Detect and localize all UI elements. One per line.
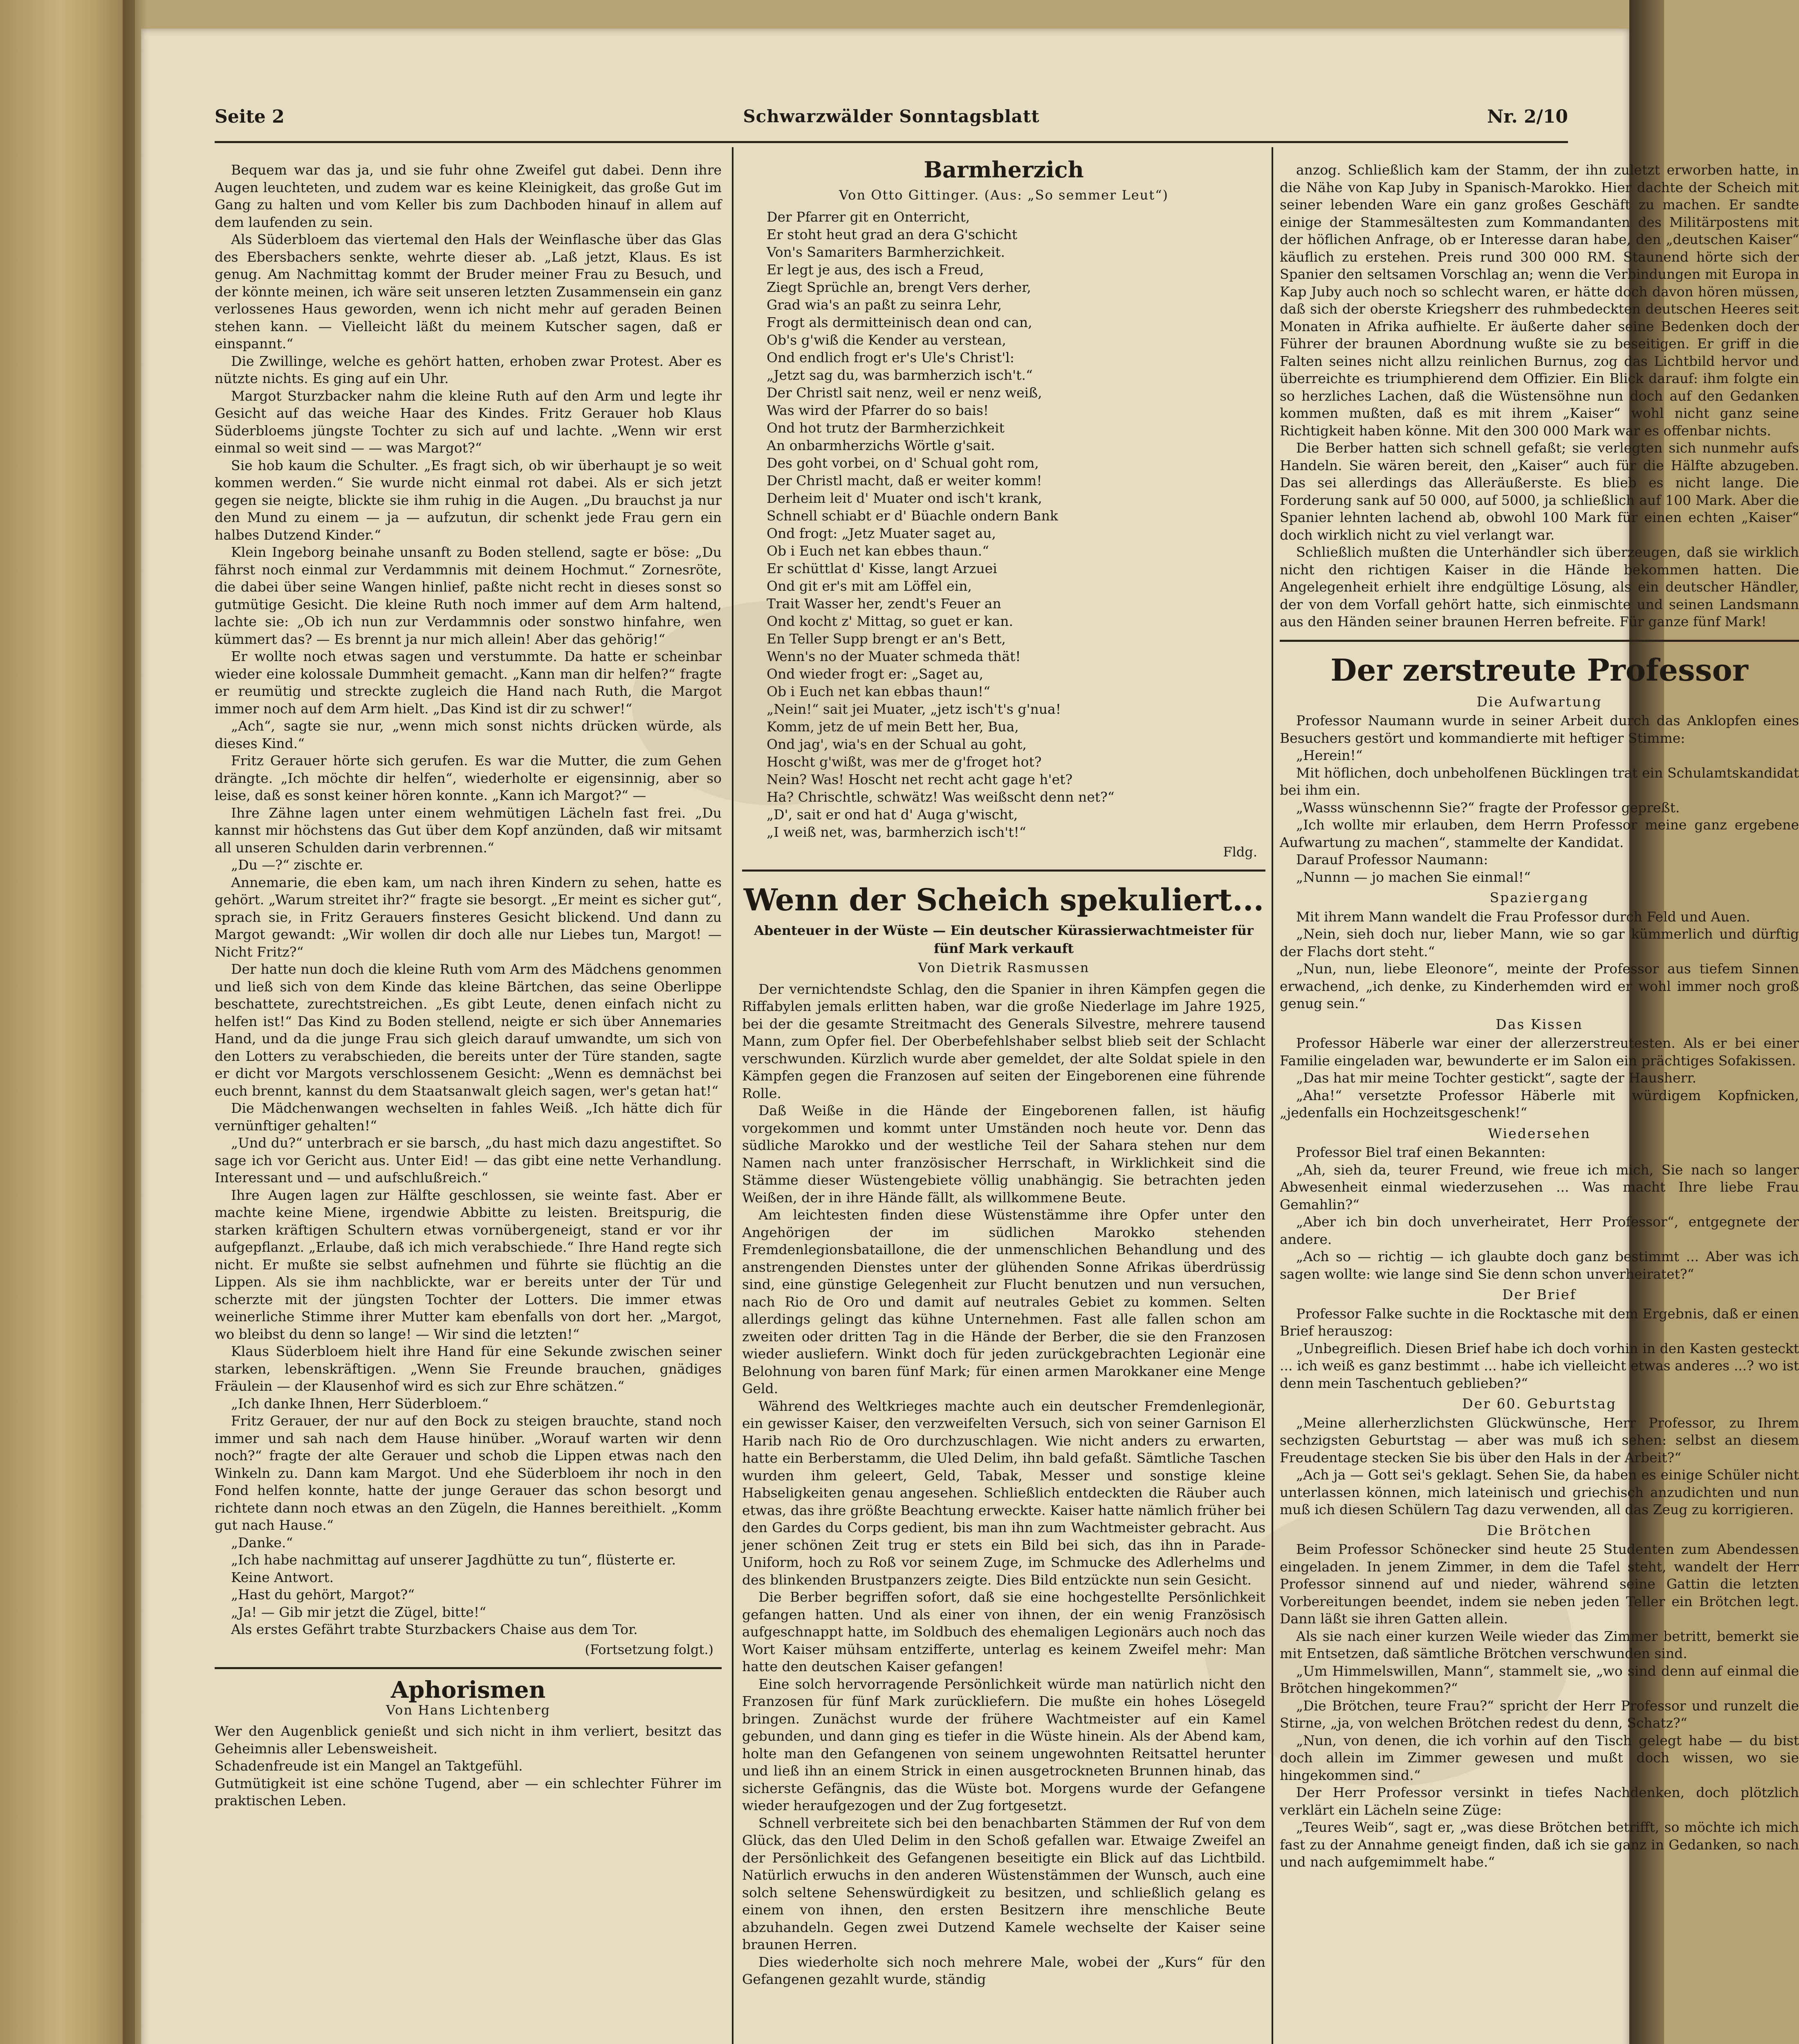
anecdote-heading: Wiedersehen xyxy=(1488,1125,1591,1141)
column-rule xyxy=(732,147,734,2044)
story-paragraph: Ihre Zähne lagen unter einem wehmütigen Lächeln fast frei. „Du kannst mir höchstens das Gut über dem Kopf anzünden, daß wir mitsamt all unseren Schulden darin verbrennen.“ xyxy=(215,805,722,856)
anecdote-paragraph: „Ich wollte mir erlauben, dem Herrn Professor meine ganz ergebene Aufwartung zu machen“, stammelte der Kandidat. xyxy=(1280,817,1799,850)
story-paragraph: „Ich danke Ihnen, Herr Süderbloem.“ xyxy=(231,1395,489,1412)
anecdote-paragraph: „Ach ja — Gott sei's geklagt. Sehen Sie, da haben es einige Schüler nicht unterlassen können, mich lateinisch und griechisch anzudichten und nun muß ich diesen Schülern Tag dazu verwenden, all das Zeug zu korrigieren. xyxy=(1280,1467,1799,1517)
poem-line: Ond git er's mit am Löffel ein, xyxy=(767,578,972,594)
article-paragraph: Schließlich mußten die Unterhändler sich überzeugen, daß sie wirklich nicht den richtigen Kaiser in die Hände bekommen hatten. Die Angelegenheit erhielt ihre endgültige Lösung, als ein deutscher Händler, der von dem Vorfall gehört hatte, sich einmischte und seinen Landsmann aus den Händen seiner braunen Herren befreite. Für ganze fünf Mark! xyxy=(1280,544,1799,630)
poem-line: Hoscht g'wißt, was mer de g'froget hot? xyxy=(767,753,1042,770)
story-paragraph: Als erstes Gefährt trabte Sturzbackers Chaise aus dem Tor. xyxy=(231,1621,638,1637)
newspaper-page xyxy=(141,29,1799,2044)
story-paragraph: Ihre Augen lagen zur Hälfte geschlossen, sie weinte fast. Aber er machte keine Miene, irgendwie Abbitte zu leisten. Breitspurig, die starken kräftigen Schultern etwas vornübergeneigt, stand er vor ihr aufgepflanzt. „Erlaube, daß ich mich verabschiede.“ Ihre Hand regte sich nicht. Er mußte sie selbst aufnehmen und führte sie flüchtig an die Lippen. Als sie ihm nachblickte, war er bereits unter der Tür und scherzte mit der jüngsten Tochter der Lotters. Die immer etwas weinerliche Stimme ihrer Mutter kam ebenfalls von dort her. „Margot, wo bleibst du denn so lange! — Wir sind die letzten!“ xyxy=(215,1187,722,1342)
poem-line: Von's Samariters Barmherzichkeit. xyxy=(767,244,1005,260)
story-paragraph: „Und du?“ unterbrach er sie barsch, „du hast mich dazu angestiftet. So sage ich vor Gericht aus. Unter Eid! — das gibt eine nette Verhandlung. Interessant und — und aufschlußreich.“ xyxy=(215,1135,722,1186)
story-paragraph: Bequem war das ja, und sie fuhr ohne Zweifel gut dabei. Denn ihre Augen leuchteten, und zudem war es keine Kleinigkeit, das große Gut im Gang zu halten und vom Keller bis zum Dachboden hinauf in allem auf dem laufenden zu sein. xyxy=(215,162,722,230)
anecdote-paragraph: „Meine allerherzlichsten Glückwünsche, Herr Professor, zu Ihrem sechzigsten Geburtstag — aber was muß ich sehen: selbst an diesem Freudentage stecken Sie bis über den Hals in der Arbeit?“ xyxy=(1280,1414,1799,1466)
story-paragraph: „Ich habe nachmittag auf unserer Jagdhütte zu tun“, flüsterte er. xyxy=(231,1552,676,1568)
poem-line: Grad wia's an paßt zu seinra Lehr, xyxy=(767,296,1002,313)
anecdote-heading: Spaziergang xyxy=(1489,890,1589,905)
poem-line: Der Christl macht, daß er weiter komm! xyxy=(767,472,1042,489)
poem-line: Der Pfarrer git en Onterricht, xyxy=(767,208,970,225)
article-paragraph: Während des Weltkrieges machte auch ein deutscher Fremdenlegionär, ein gewisser Kaiser, den verzweifelten Versuch, sich von seiner Garnison El Harib nach Rio de Oro durchzuschlagen. Wie nicht anders zu erwarten, hatte ein Berberstamm, die Uled Delim, ihn bald gefaßt. Sämtliche Taschen wurden ihm geleert, Geld, Tabak, Messer und sonstige kleine Habseligkeiten genau angesehen. Schließlich entdeckten die Räuber auch etwas, das ihre größte Beachtung erweckte. Kaiser hatte nämlich früher bei den Gardes du Corps gedient, bis man ihn zum Wachtmeister gebracht. Aus jener schönen Zeit trug er stets ein Bild bei sich, das ihn in Parade-Uniform, hoch zu Roß vor seinem Zuge, im Schmucke des Adlerhelms und des blinkenden Brustpanzers zeigte. Dies Bild entzückte nun sein Gesicht. xyxy=(742,1398,1265,1588)
poem-line: Er stoht heut grad an dera G'schicht xyxy=(767,226,1018,242)
poem-line: Ond jag', wia's en der Schual au goht, xyxy=(767,736,1027,752)
anecdote-paragraph: „Aha!“ versetzte Professor Häberle mit würdigem Kopfnicken, „jedenfalls ein Hochzeitsgeschenk!“ xyxy=(1280,1087,1799,1121)
anecdote-paragraph: „Ah, sieh da, teurer Freund, wie freue ich mich, Sie nach so langer Abwesenheit einmal wiederzusehen ... Was macht Ihre liebe Frau Gemahlin?“ xyxy=(1280,1161,1799,1213)
article-continuation xyxy=(1280,161,1799,631)
anecdote-paragraph: Professor Biel traf einen Bekannten: xyxy=(1296,1144,1546,1160)
article-paragraph: Schnell verbreitete sich bei den benachbarten Stämmen der Ruf von dem Glück, das den Uled Delim in den Schoß gefallen war. Etwaige Zweifel an der Persönlichkeit des Gefangenen beseitigte ein Blick auf das Lichtbild. Natürlich erwuchs in den anderen Wüstenstämmen der Wunsch, auch eine solch seltene Sehenswürdigkeit zu besitzen, und schließlich gelang es einem von ihnen, den ersten Besitzern ihre menschliche Beute abzuhandeln. Gegen zwei Dutzend Kamele wechselte der Kaiser seine braunen Herren. xyxy=(742,1815,1265,1952)
story-paragraph: Die Zwillinge, welche es gehört hatten, erhoben zwar Protest. Aber es nützte nichts. Es ging auf ein Uhr. xyxy=(215,353,722,386)
issue-number: Nr. 2/10 xyxy=(1487,106,1568,127)
poem-line: Ob i Euch net kan ebbes thaun.“ xyxy=(767,542,989,559)
poem-line: „D', sait er ond hat d' Auga g'wischt, xyxy=(767,806,1018,823)
professor-title: Der zerstreute Professor xyxy=(1330,652,1748,688)
poem-line: Ziegt Sprüchle an, brengt Vers derher, xyxy=(767,279,1031,295)
article-paragraph: Der vernichtendste Schlag, den die Spanier in ihren Kämpfen gegen die Riffabylen jemals erlitten haben, war die große Niederlage im Jahre 1925, bei der die gesamte Streitmacht des Generals Silvestre, mehrere tausend Mann, zum Opfer fiel. Der Oberbefehlshaber selbst blieb seit der Schlacht verschwunden. Kürzlich wurde aber gemeldet, der alte Soldat spiele in den Kämpfen gegen die Franzosen auf seiten der Eingeborenen eine führende Rolle. xyxy=(742,981,1265,1101)
anecdote-paragraph: Beim Professor Schönecker sind heute 25 Studenten zum Abendessen eingeladen. In jenem Zimmer, in dem die Tafel steht, wandelt der Herr Professor sinnend auf und nieder, während seine Gattin die letzten Vorbereitungen beendet, indem sie neben jeden Teller ein Brötchen legt. Dann läßt sie ihren Gatten allein. xyxy=(1280,1541,1799,1627)
poem-line: Ond endlich frogt er's Ule's Christ'l: xyxy=(767,349,1014,365)
anecdote-paragraph: „Teures Weib“, sagt er, „was diese Brötchen betrifft, so möchte ich mich fast zu der Annahme geneigt finden, daß ich sie ganz in Gedanken, so nach und nach aufgemimmelt habe.“ xyxy=(1280,1819,1799,1870)
story-paragraph: Annemarie, die eben kam, um nach ihren Kindern zu sehen, hatte es gehört. „Warum streitet ihr?“ fragte sie besorgt. „Er meint es sicher gut“, sprach sie, in Fritz Gerauers finsteres Gesicht blickend. Und dann zu Margot gewandt: „Wir wollen dir doch alle nur Liebes tun, Margot! — Nicht Fritz?“ xyxy=(215,874,722,960)
poem-line: Schnell schiabt er d' Büachle ondern Bank xyxy=(767,507,1058,524)
book-binding xyxy=(0,0,135,2044)
poem-line: Ob i Euch net kan ebbas thaun!“ xyxy=(767,683,990,699)
anecdote-paragraph: „Nun, von denen, die ich vorhin auf den Tisch gelegt habe — du bist doch allein im Zimmer gewesen und mußt doch wissen, wo sie hingekommen sind.“ xyxy=(1280,1732,1799,1783)
anecdote-paragraph: „Das hat mir meine Tochter gestickt“, sagte der Hausherr. xyxy=(1296,1070,1696,1086)
aphorism: Wer den Augenblick genießt und sich nicht in ihm verliert, besitzt das Geheimnis aller Lebensweisheit. xyxy=(215,1723,722,1757)
article-paragraph: Die Berber begriffen sofort, daß sie eine hochgestellte Persönlichkeit gefangen hatten. Und als einer von ihnen, der ein wenig Französisch aufgeschnappt hatte, im Soldbuch des ehemaligen Legionärs auch noch das Wort Kaiser mühsam entzifferte, unterlag es keinem Zweifel mehr: Man hatte den deutschen Kaiser gefangen! xyxy=(742,1589,1265,1674)
column-rule xyxy=(1272,147,1273,2044)
story-paragraph: „Ach“, sagte sie nur, „wenn mich sonst nichts drücken würde, als dieses Kind.“ xyxy=(215,718,722,751)
column-2 xyxy=(742,151,1265,1988)
article-paragraph: Daß Weiße in die Hände der Eingeborenen fallen, ist häufig vorgekommen und kommt unter Umständen noch heute vor. Denn das südliche Marokko und der westliche Teil der Sahara stehen nur dem Namen nach unter französischer Herrschaft, in Wirklichkeit sind die Stämme dieser Wüstengebiete völlig unabhängig. Sie betrachten jeden Weißen, der in ihre Hände fällt, als willkommene Beute. xyxy=(742,1103,1265,1206)
anecdote-paragraph: Mit höflichen, doch unbeholfenen Bücklingen trat ein Schulamtskandidat bei ihm ein. xyxy=(1280,764,1799,798)
article-subtitle: Abenteuer in der Wüste — Ein deutscher Kürassierwachtmeister für fünf Mark verkauft xyxy=(754,923,1254,956)
article-paragraph: Eine solch hervorragende Persönlichkeit würde man natürlich nicht den Franzosen für fünf Mark zurückliefern. Die mußte ein hohes Lösegeld bringen. Zunächst wurde der frühere Wachtmeister auf ein Kamel gebunden, und dann ging es tiefer in die Wüste hinein. Als der Abend kam, holte man den Gefangenen von seinem ungewohnten Reitsattel herunter und ließ ihn an einem Strick in einen ausgetrockneten Brunnen hinab, das sicherste Gefängnis, das die Wüste bot. Morgens wurde der Gefangene wieder heraufgezogen und der Zug fortgesetzt. xyxy=(742,1676,1265,1813)
column-3 xyxy=(1280,161,1799,1871)
page-header xyxy=(215,102,1568,139)
section-divider xyxy=(215,1667,722,1669)
anecdote-paragraph: Professor Naumann wurde in seiner Arbeit durch das Anklopfen eines Besuchers gestört und kommandierte mit heftiger Stimme: xyxy=(1280,713,1799,746)
anecdote-paragraph: Als sie nach einer kurzen Weile wieder das Zimmer betritt, bemerkt sie mit Entsetzen, daß sämtliche Brötchen verschwunden sind. xyxy=(1280,1628,1799,1661)
anecdote-heading: Der Brief xyxy=(1502,1286,1577,1302)
anecdote-paragraph: Der Herr Professor versinkt in tiefes Nachdenken, doch plötzlich verklärt ein Lächeln seine Züge: xyxy=(1280,1784,1799,1818)
story-paragraph: „Hast du gehört, Margot?“ xyxy=(231,1587,415,1602)
poem-line: Was wird der Pfarrer do so bais! xyxy=(767,402,989,418)
poem-line: Ob's g'wiß die Kender au verstean, xyxy=(767,332,1006,348)
story-paragraph: „Danke.“ xyxy=(231,1534,293,1551)
story-paragraph: Keine Antwort. xyxy=(231,1569,334,1585)
professor-anecdotes xyxy=(1280,693,1799,1871)
section-divider xyxy=(742,870,1265,872)
anecdote-paragraph: „Nein, sieh doch nur, lieber Mann, wie so gar kümmerlich und dürftig der Flachs dort steht.“ xyxy=(1280,926,1799,959)
story-paragraph: Klaus Süderbloem hielt ihre Hand für eine Sekunde zwischen seiner starken, lebenskräftigen. „Wenn Sie Freunde brauchen, gnädiges Fräulein — der Klausenhof wird es sich zur Ehre schätzen.“ xyxy=(215,1343,722,1394)
article-paragraph: Dies wiederholte sich noch mehrere Male, wobei der „Kurs“ für den Gefangenen gezahlt wurde, ständig xyxy=(742,1954,1265,1987)
aphorisms-list xyxy=(215,1723,722,1810)
poem-byline: Von Otto Gittinger. (Aus: „So semmer Leut“) xyxy=(839,187,1169,203)
anecdote-paragraph: „Nunnn — jo machen Sie einmal!“ xyxy=(1296,869,1531,885)
aphorisms-title: Aphorismen xyxy=(390,1676,546,1703)
article-body xyxy=(742,981,1265,1988)
anecdote-paragraph: Mit ihrem Mann wandelt die Frau Professor durch Feld und Auen. xyxy=(1296,908,1750,925)
anecdote-paragraph: „Nun, nun, liebe Eleonore“, meinte der Professor aus tiefem Sinnen erwachend, „ich denke, zu Kinderhemden wird er wohl immer noch groß genug sein.“ xyxy=(1280,961,1799,1011)
anecdote-paragraph: „Ach so — richtig — ich glaubte doch ganz bestimmt ... Aber was ich sagen wollte: wie lange sind Sie denn schon unverheiratet?“ xyxy=(1280,1248,1799,1282)
poem-title: Barmherzich xyxy=(924,157,1084,183)
anecdote-paragraph: „Wasss wünschennn Sie?“ fragte der Professor gepreßt. xyxy=(1296,799,1680,816)
story-paragraph: Klein Ingeborg beinahe unsanft zu Boden stellend, sagte er böse: „Du fährst noch einmal zur Verdammnis mit deinem Hochmut.“ Zornesröte, die dabei über seine Wangen hinlief, paßte nicht recht in dieses sonst so gutmütige Gesicht. Die kleine Ruth noch immer auf dem Arm haltend, lachte sie: „Ob ich nun zur Verdammnis oder sonstwo hinfahre, wen kümmert das? — Es brennt ja nur mich allein! Aber das gehörig!“ xyxy=(215,544,722,647)
header-rule xyxy=(215,141,1568,143)
aphorism: Schadenfreude ist ein Mangel an Taktgefühl. xyxy=(215,1758,523,1774)
poem-line: Frogt als dermitteinisch dean ond can, xyxy=(767,314,1032,330)
anecdote-heading: Der 60. Geburtstag xyxy=(1462,1396,1617,1412)
story-paragraph: Sie hob kaum die Schulter. „Es fragt sich, ob wir überhaupt je so weit kommen werden.“ Sie wurde nicht einmal rot dabei. Als er sich jetzt gegen sie neigte, blickte sie ihm ruhig in die Augen. „Du brauchst ja nur den Mund zu einem — ja — aufzutun, dir schenkt jede Frau gern ein halbes Dutzend Kinder.“ xyxy=(215,457,722,543)
anecdote-paragraph: Darauf Professor Naumann: xyxy=(1296,852,1488,867)
article-paragraph: Am leichtesten finden diese Wüstenstämme ihre Opfer unter den Angehörigen der im südlichen Marokko stehenden Fremdenlegionsbataillone, die der unmenschlichen Behandlung und des anstrengenden Dienstes unter der glühenden Sonne Afrikas überdrüssig sind, eine günstige Gelegenheit zur Flucht benutzen und nun versuchen, nach Rio de Oro und damit auf neutrales Gebiet zu kommen. Selten allerdings gelingt das kühne Unternehmen. Fast alle fallen schon am zweiten oder dritten Tag in die Hände der Berber, die sie den Franzosen wieder ausliefern. Winkt doch für jeden zurückgebrachten Legionär eine Belohnung von baren fünf Mark; für einen armen Marokkaner eine Menge Geld. xyxy=(742,1207,1265,1396)
anecdote-paragraph: „Herein!“ xyxy=(1296,747,1363,763)
poem-line: „Nein!“ sait jei Muater, „jetz isch't's g'nua! xyxy=(767,701,1061,717)
poem-line: Ond hot trutz der Barmherzichkeit xyxy=(767,419,1005,436)
poem-line: Ha? Chrischtle, schwätz! Was weißscht denn net?“ xyxy=(767,789,1115,805)
poem-line: Er schüttlat d' Kisse, langt Arzuei xyxy=(767,560,997,576)
story-paragraph: „Du —?“ zischte er. xyxy=(231,857,363,873)
poem-line: Wenn's no der Muater schmeda thät! xyxy=(767,648,1021,664)
poem-line: Komm, jetz de uf mein Bett her, Bua, xyxy=(767,718,1019,735)
anecdote-heading: Die Brötchen xyxy=(1487,1522,1592,1538)
anecdote-paragraph: „Aber ich bin doch unverheiratet, Herr Professor“, entgegnete der andere. xyxy=(1280,1214,1799,1247)
section-divider xyxy=(1280,640,1799,642)
poem-line: „I weiß net, was, barmherzich isch't!“ xyxy=(767,824,1026,840)
article-paragraph: Die Berber hatten sich schnell gefaßt; sie verlegten sich nunmehr aufs Handeln. Sie wären bereit, den „Kaiser“ auch für die Hälfte abzugeben. Das sei allerdings das Alleräußerste. Es blieb es nicht lange. Die Forderung sank auf 50 000, auf 5000, ja schließlich auf 100 Mark. Aber die Spanier lehnten lachend ab, obwohl 100 Mark für einen echten „Kaiser“ doch wirklich nicht zu viel verlangt war. xyxy=(1280,440,1799,543)
masthead: Schwarzwälder Sonntagsblatt xyxy=(743,106,1040,126)
poem-line: Derheim leit d' Muater ond isch't krank, xyxy=(767,490,1042,506)
page-number: Seite 2 xyxy=(215,106,285,127)
aphorism: Gutmütigkeit ist eine schöne Tugend, aber — ein schlechter Führer im praktischen Leben. xyxy=(215,1775,722,1809)
poem-line: Er legt je aus, des isch a Freud, xyxy=(767,261,984,278)
anecdote-paragraph: „Um Himmelswillen, Mann“, stammelt sie, „wo sind denn auf einmal die Brötchen hingekommen?“ xyxy=(1280,1663,1799,1696)
continued-note: (Fortsetzung folgt.) xyxy=(585,1641,713,1657)
poem-line: Ond wieder frogt er: „Saget au, xyxy=(767,666,984,682)
poem-line: Nein? Was! Hoscht net recht acht gage h'et? xyxy=(767,771,1073,787)
column-1 xyxy=(215,161,722,1810)
poem-signature: Fldg. xyxy=(1223,844,1257,860)
anecdote-paragraph: Professor Falke suchte in die Rocktasche mit dem Ergebnis, daß er einen Brief herauszog: xyxy=(1280,1305,1799,1339)
poem-line: En Teller Supp brengt er an's Bett, xyxy=(767,630,1006,647)
story-paragraph: Die Mädchenwangen wechselten in fahles Weiß. „Ich hätte dich für vernünftiger gehalten!“ xyxy=(215,1100,722,1134)
anecdote-paragraph: „Die Brötchen, teure Frau?“ spricht der Herr Professor und runzelt die Stirne, „ja, von welchen Brötchen redest du denn, Schatz?“ xyxy=(1280,1697,1799,1731)
story-paragraph: Er wollte noch etwas sagen und verstummte. Da hatte er scheinbar wieder eine kolossale Dummheit gemacht. „Kann man dir helfen?“ fragte er reumütig und streckte zugleich die Hand nach Ruth, die Margot immer noch auf dem Arm hielt. „Das Kind ist dir zu schwer!“ xyxy=(215,648,722,717)
story-paragraph: „Ja! — Gib mir jetzt die Zügel, bitte!“ xyxy=(231,1604,486,1620)
poem-line: Ond kocht z' Mittag, so guet er kan. xyxy=(767,613,1014,629)
article-byline: Von Dietrik Rasmussen xyxy=(918,960,1090,975)
story-paragraph: Fritz Gerauer, der nur auf den Bock zu steigen brauchte, stand noch immer und sah nach dem Hause hinüber. „Worauf warten wir denn noch?“ fragte der alte Gerauer und schob die Lippen etwas nach den Winkeln zu. Dann kam Margot. Und ehe Süderbloem ihr noch in den Fond helfen konnte, hatte der junge Gerauer das schon besorgt und richtete dann noch etwas an den Zügeln, die Hannes bereithielt. „Komm gut nach Hause.“ xyxy=(215,1413,722,1533)
poem-line: Ond frogt: „Jetz Muater saget au, xyxy=(767,525,996,541)
aphorisms-byline: Von Hans Lichtenberg xyxy=(386,1702,551,1718)
poem-line: An onbarmherzichs Wörtle g'sait. xyxy=(767,437,995,453)
article-paragraph: anzog. Schließlich kam der Stamm, der ihn zuletzt erworben hatte, in die Nähe von Kap Juby in Spanisch-Marokko. Hier dachte der Scheich mit seiner lebenden Ware ein ganz großes Geschäft zu machen. Er sandte einige der Stammesältesten zum Kommandanten des Militärpostens mit der höflichen Anfrage, ob er Interesse daran habe, den „deutschen Kaiser“ käuflich zu erstehen. Preis rund 300 000 RM. Staunend hörte sich der Spanier den seltsamen Vorschlag an; wenn die Verbindungen mit Europa in Kap Juby auch noch so schlecht waren, er hätte doch davon hören müssen, daß sich der oberste Kriegsherr des ruhmbedeckten deutschen Heeres seit Monaten in Afrika aufhielte. Er äußerte daher seine Bedenken doch der Führer der braunen Abordnung wußte sie zu beseitigen. Er griff in die Falten seines nicht allzu reinlichen Burnus, zog das Lichtbild hervor und überreichte es triumphierend dem Offizier. Ein Blick darauf: ihm folgte ein so herzliches Lachen, daß die Wüstensöhne nun doch auf den Gedanken kommen mußten, daß es mit ihrem „Kaiser“ wohl nicht ganz seine Richtigkeit haben könne. Mit den 300 000 Mark war es offenbar nichts. xyxy=(1280,162,1799,439)
poem-body xyxy=(742,208,1265,841)
anecdote-heading: Die Aufwartung xyxy=(1476,693,1602,710)
story-paragraph: Margot Sturzbacker nahm die kleine Ruth auf den Arm und legte ihr Gesicht auf das weiche Haar des Kindes. Fritz Gerauer hob Klaus Süderbloems jüngste Tochter zu sich auf und lachte. „Wenn wir erst einmal so weit sind — — was Margot?“ xyxy=(215,388,722,456)
story-paragraph: Als Süderbloem das viertemal den Hals der Weinflasche über das Glas des Ebersbachers senkte, wehrte dieser ab. „Laß jetzt, Klaus. Es ist genug. Am Nachmittag kommt der Bruder meiner Frau zu Besuch, und der könnte meinen, ich wäre seit unseren letzten Zusammensein ein ganz verlossenes Haus geworden, wenn ich nicht mehr auf geraden Beinen stehen kann. — Vielleicht läßt du meinem Kutscher sagen, daß er einspannt.“ xyxy=(215,231,722,352)
poem-line: Der Christl sait nenz, weil er nenz weiß, xyxy=(767,384,1042,401)
serial-story xyxy=(215,161,722,1638)
story-paragraph: Fritz Gerauer hörte sich gerufen. Es war die Mutter, die zum Gehen drängte. „Ich möchte dir helfen“, wiederholte er eigensinnig, aber so leise, daß es sonst keiner hören konnte. „Kann ich Margot?“ — xyxy=(215,753,722,803)
anecdote-paragraph: Professor Häberle war einer der allerzerstreutesten. Als er bei einer Familie eingeladen war, bewunderte er im Salon ein prächtiges Sofakissen. xyxy=(1280,1035,1799,1069)
poem-line: Trait Wasser her, zendt's Feuer an xyxy=(767,595,1001,612)
anecdote-heading: Das Kissen xyxy=(1496,1016,1583,1032)
poem-line: „Jetzt sag du, was barmherzich isch't.“ xyxy=(767,367,1033,383)
poem-line: Des goht vorbei, on d' Schual goht rom, xyxy=(767,455,1039,471)
article-title: Wenn der Scheich spekuliert... xyxy=(743,883,1264,918)
anecdote-paragraph: „Unbegreiflich. Diesen Brief habe ich doch vorhin in den Kasten gesteckt ... ich weiß es ganz bestimmt ... habe ich vielleicht etwas anderes ...? wo ist denn mein Taschentuch geblieben?“ xyxy=(1280,1340,1799,1391)
story-paragraph: Der hatte nun doch die kleine Ruth vom Arm des Mädchens genommen und ließ sich von dem Kinde das kleine Bärtchen, das seine Oberlippe beschattete, zurechtstreichen. „Es gibt Leute, denen einfach nicht zu helfen ist!“ Das Kind zu Boden stellend, neigte er sich über Annemaries Hand, und da die junge Frau sich gleich darauf umwandte, um sich von den Lotters zu verabschieden, die bereits unter der Türe standen, sagte er dicht vor Margots verschlossenem Gesicht: „Wenn es demnächst bei euch brennt, kannst du dem Staatsanwalt gleich sagen, wer's getan hat!“ xyxy=(215,961,722,1099)
